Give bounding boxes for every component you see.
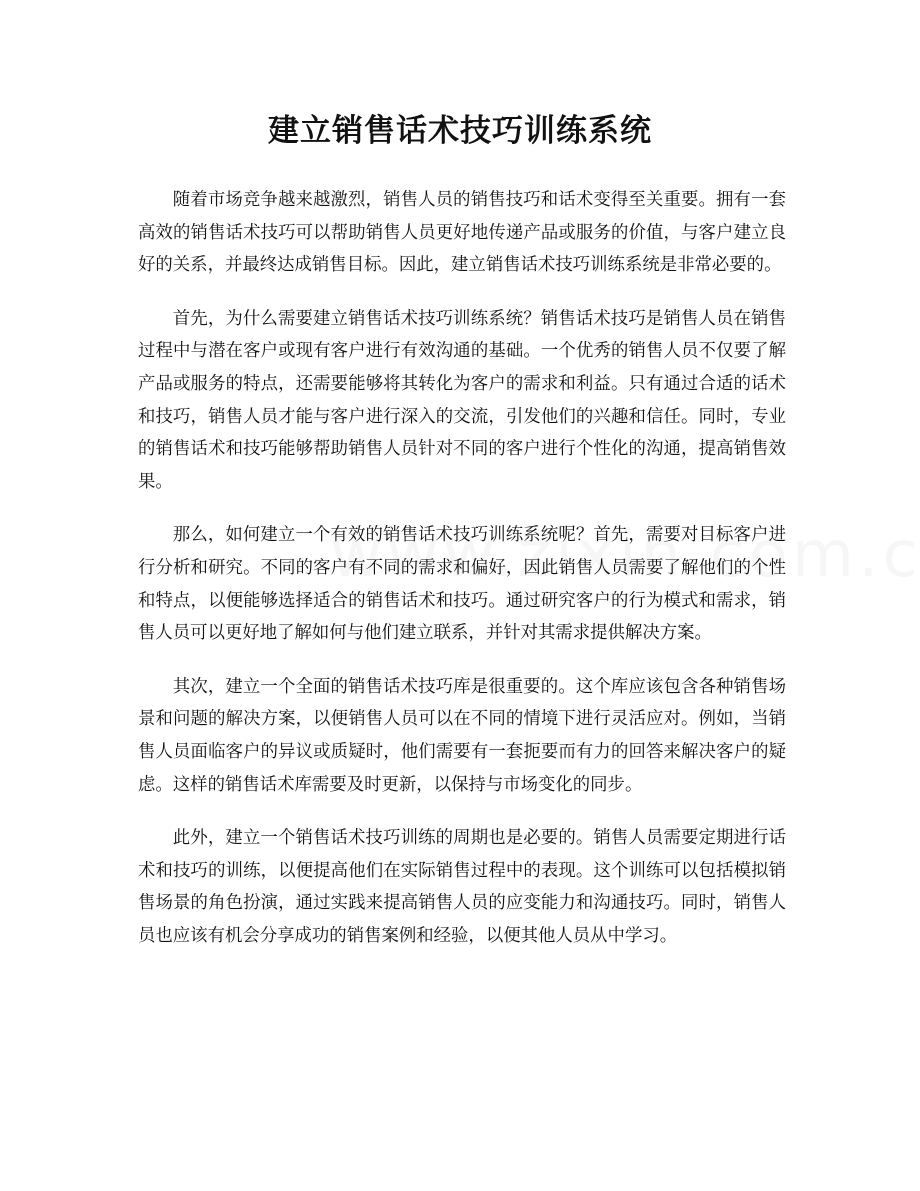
paragraph-3: 那么，如何建立一个有效的销售话术技巧训练系统呢？首先，需要对目标客户进行分析和研究。不同的客户有不同的需求和偏好，因此销售人员需要了解他们的个性和特点，以便能够选择适合的销售话术和技巧。通过研究客户的行为模式和需求，销售人员可以更好地了解如何与他们建立联系，并针对其需求提供解决方案。 [138, 525, 786, 644]
paragraph-2: 首先，为什么需要建立销售话术技巧训练系统？销售话术技巧是销售人员在销售过程中与潜在客户或现有客户进行有效沟通的基础。一个优秀的销售人员不仅要了解产品或服务的特点，还需要能够将其转化为客户的需求和利益。只有通过合适的话术和技巧，销售人员才能与客户进行深入的交流，引发他们的兴趣和信任。同时，专业的销售话术和技巧能够帮助销售人员针对不同的客户进行个性化的沟通，提高销售效果。 [138, 308, 786, 492]
paragraph-5: 此外，建立一个销售话术技巧训练的周期也是必要的。销售人员需要定期进行话术和技巧的训练，以便提高他们在实际销售过程中的表现。这个训练可以包括模拟销售场景的角色扮演，通过实践来提高销售人员的应变能力和沟通技巧。同时，销售人员也应该有机会分享成功的销售案例和经验，以便其他人员从中学习。 [138, 828, 786, 946]
paragraph-4: 其次，建立一个全面的销售话术技巧库是很重要的。这个库应该包含各种销售场景和问题的解决方案，以便销售人员可以在不同的情境下进行灵活应对。例如，当销售人员面临客户的异议或质疑时，他们需要有一套扼要而有力的回答来解决客户的疑虑。这样的销售话术库需要及时更新，以保持与市场变化的同步。 [138, 676, 786, 795]
document-body [138, 184, 786, 973]
paragraph-1: 随着市场竞争越来越激烈，销售人员的销售技巧和话术变得至关重要。拥有一套高效的销售话术技巧可以帮助销售人员更好地传递产品或服务的价值，与客户建立良好的关系，并最终达成销售目标。因此，建立销售话术技巧训练系统是非常必要的。 [138, 190, 786, 276]
document-title: 建立销售话术技巧训练系统 [268, 113, 652, 149]
